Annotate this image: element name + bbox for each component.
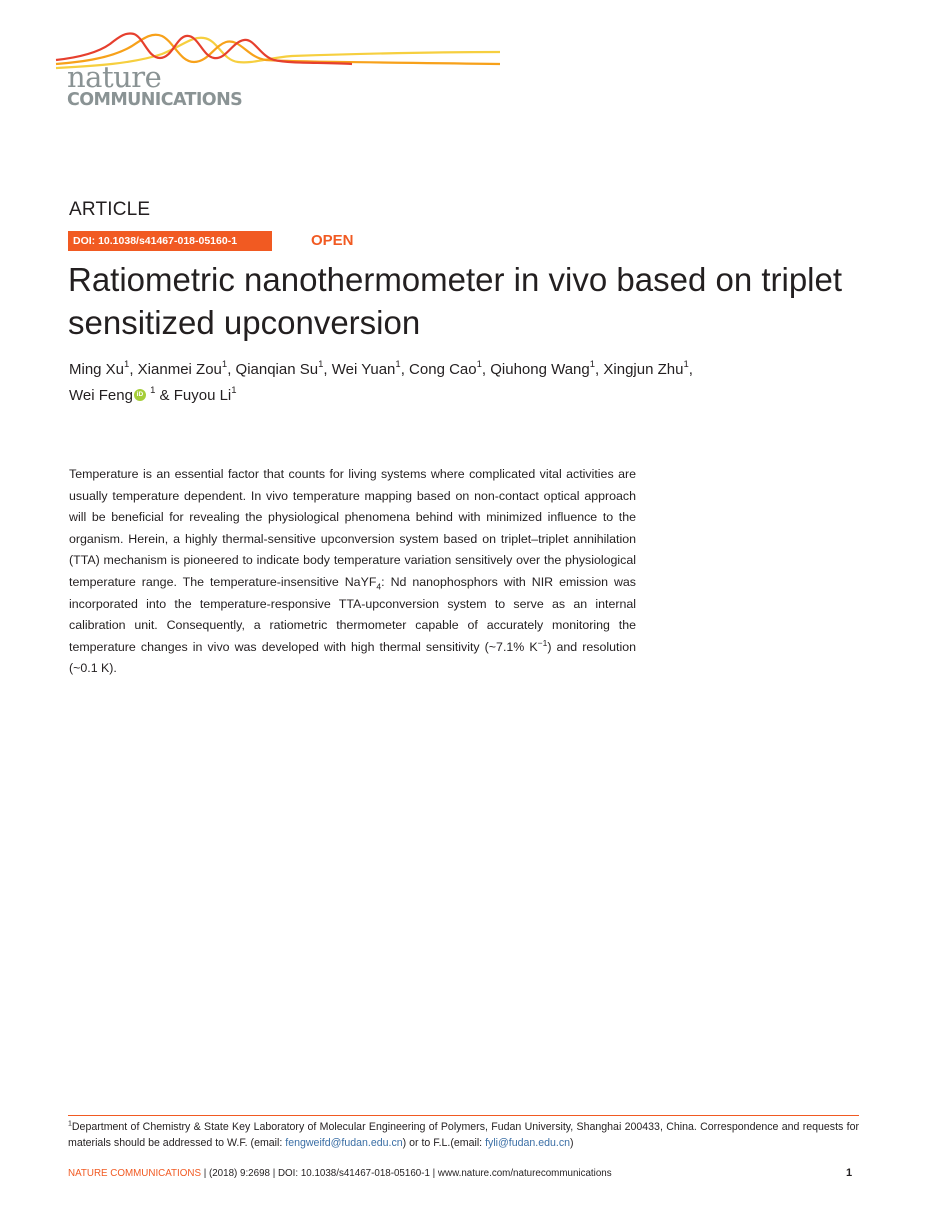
email-link-li[interactable]: fyli@fudan.edu.cn [485, 1137, 571, 1149]
affiliation-footnote [68, 1119, 859, 1151]
logo-nature-wordmark: nature [67, 60, 162, 94]
abstract-subscript: 4 [376, 581, 382, 592]
footnote-text-1: Department of Chemistry & State Key Laboratory of Molecular Engineering of Polymers, Fudan University, Shanghai 200433, China. Correspondence and requests for materials should be addressed to W.F. (email: [68, 1121, 859, 1149]
abstract-text-1: Temperature is an essential factor that counts for living systems where complicated vital activities are usually temperature dependent. In vivo temperature mapping based on non-contact optical approach will be beneficial for revealing the physiological phenomena behind with minimized influence to the organism. Herein, a highly thermal-sensitive upconversion system based on triplet–triplet annihilation (TTA) mechanism is pioneered to indicate body temperature variation sensitively over the physiological temperature range. The temperature-insensitive NaYF [69, 467, 636, 589]
footnote-divider [68, 1115, 859, 1116]
author-name: Qianqian Su [235, 361, 319, 378]
footnote-marker: 1 [68, 1120, 72, 1128]
author-affiliation-marker: 1 [395, 359, 401, 370]
author-name: Wei Yuan [331, 361, 396, 378]
author-name: Qiuhong Wang [490, 361, 590, 378]
footnote-text-2: ) or to F.L.(email: [402, 1137, 486, 1149]
doi-badge[interactable]: DOI: 10.1038/s41467-018-05160-1 [68, 231, 272, 251]
author-separator: , [227, 361, 236, 378]
abstract-text-2: : Nd nanophosphors with NIR emission was incorporated into the temperature-responsive TTA-upconversion system to serve as an internal calibration unit. Consequently, a ratiometric thermometer capable of accurately monitoring the temperature changes in vivo was developed with high thermal sensitivity (~7.1% K [69, 574, 636, 654]
author-name: Xianmei Zou [137, 361, 222, 378]
open-access-label: OPEN [311, 232, 354, 249]
author-affiliation-marker: 1 [221, 359, 228, 370]
footnote-text-3: ) [570, 1137, 574, 1149]
author-separator: , [595, 361, 604, 378]
author-name: Ming Xu [69, 361, 125, 378]
logo-communications-wordmark: COMMUNICATIONS [67, 90, 243, 110]
author-affiliation-marker: 1 [318, 359, 324, 370]
author-name: Wei Feng [69, 387, 133, 404]
page-number: 1 [846, 1167, 853, 1179]
author-separator: & [155, 387, 174, 404]
author-affiliation-marker: 1 [124, 359, 130, 370]
author-affiliation-marker: 1 [150, 385, 156, 396]
footer-journal-name: NATURE COMMUNICATIONS [68, 1168, 201, 1179]
abstract [69, 464, 636, 680]
page-footer [68, 1168, 859, 1179]
orcid-icon[interactable] [134, 389, 146, 401]
author-separator: , [481, 361, 491, 378]
author-name: Xingjun Zhu [603, 361, 684, 378]
author-name: Fuyou Li [173, 387, 232, 404]
abstract-text-3: ) and resolution (~0.1 K). [69, 639, 636, 676]
author-affiliation-marker: 1 [231, 385, 237, 396]
author-name: Cong Cao [409, 361, 477, 378]
author-separator: , [400, 361, 410, 378]
author-affiliation-marker: 1 [476, 359, 482, 370]
footer-citation: | (2018) 9:2698 | DOI: 10.1038/s41467-018-05160-1 | www.nature.com/naturecommunications [200, 1168, 612, 1179]
abstract-superscript: −1 [537, 637, 548, 648]
author-separator: , [129, 361, 138, 378]
author-separator: , [688, 361, 693, 378]
email-link-feng[interactable]: fengweifd@fudan.edu.cn [285, 1137, 403, 1149]
author-list [69, 357, 789, 409]
author-affiliation-marker: 1 [683, 359, 689, 370]
author-separator: , [323, 361, 332, 378]
author-affiliation-marker: 1 [589, 359, 596, 370]
article-type-label: ARTICLE [69, 199, 151, 220]
article-title: Ratiometric nanothermometer in vivo based on triplet sensitized upconversion [68, 261, 843, 341]
